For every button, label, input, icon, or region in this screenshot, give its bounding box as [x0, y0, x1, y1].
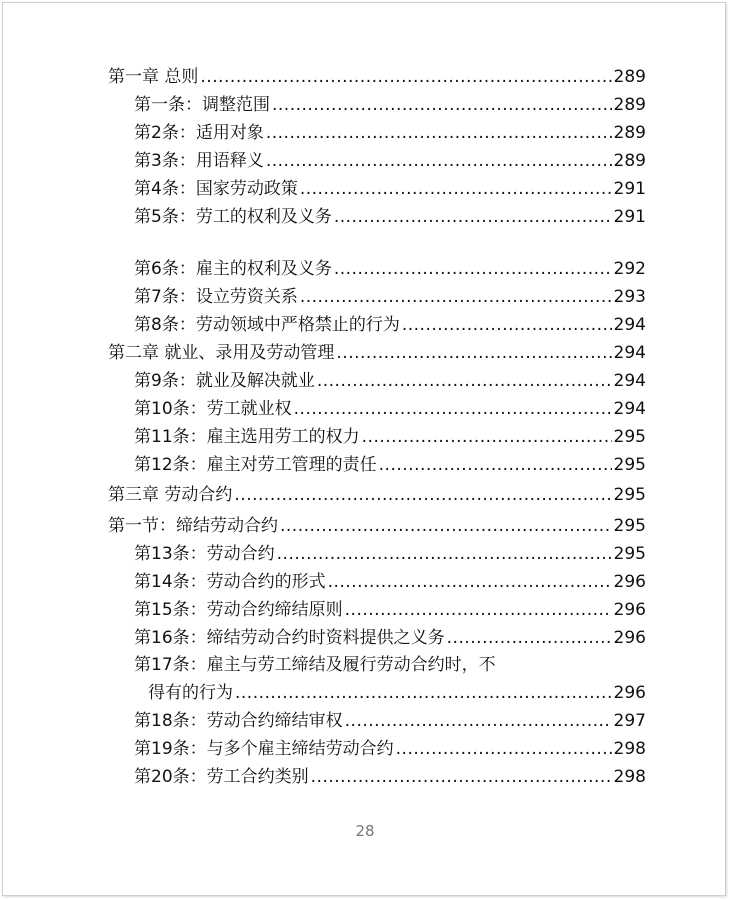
- toc-entry-label: 第2条：适用对象: [134, 123, 264, 143]
- dot-leader: [336, 339, 611, 367]
- toc-entry-label: 第17条：雇主与劳工缔结及履行劳动合约时，不: [134, 655, 496, 675]
- toc-entry-label: 第19条：与多个雇主缔结劳动合约: [134, 739, 394, 759]
- toc-entry-article-12[interactable]: [134, 451, 646, 479]
- toc-entry-label-continued: 得有的行为: [148, 683, 233, 703]
- toc-entry-chapter-3[interactable]: [108, 481, 646, 509]
- dot-leader: [345, 596, 612, 624]
- toc-entry-label: 第8条：劳动领域中严格禁止的行为: [134, 315, 400, 335]
- toc-entry-page: 294: [613, 371, 646, 391]
- toc-entry-page: 294: [613, 343, 646, 363]
- spacer: [108, 231, 646, 255]
- toc-entry-page: 295: [613, 455, 646, 475]
- toc-entry-page: 295: [613, 516, 646, 536]
- dot-leader: [272, 91, 612, 119]
- dot-leader: [200, 63, 611, 91]
- dot-leader: [447, 624, 612, 652]
- dot-leader: [294, 395, 612, 423]
- toc-entry-page: 297: [613, 711, 646, 731]
- toc-entry-article-20[interactable]: [134, 763, 646, 791]
- toc-entry-page: 293: [613, 287, 646, 307]
- dot-leader: [300, 175, 612, 203]
- toc-entry-page: 298: [613, 739, 646, 759]
- toc-entry-page: 289: [613, 67, 646, 87]
- toc-entry-page: 292: [613, 259, 646, 279]
- dot-leader: [234, 481, 611, 509]
- toc-entry-article-2[interactable]: [134, 119, 646, 147]
- toc-entry-article-16[interactable]: [134, 624, 646, 652]
- toc-entry-label: 第6条：雇主的权利及义务: [134, 259, 332, 279]
- toc-entry-page: 295: [613, 544, 646, 564]
- dot-leader: [328, 568, 612, 596]
- dot-leader: [300, 283, 612, 311]
- table-of-contents: [108, 63, 646, 791]
- toc-entry-label: 第15条：劳动合约缔结原则: [134, 600, 343, 620]
- toc-entry-label: 第一章 总则: [108, 67, 199, 87]
- toc-entry-label: 第11条：雇主选用劳工的权力: [134, 427, 360, 447]
- toc-entry-article-19[interactable]: [134, 735, 646, 763]
- toc-entry-article-3[interactable]: [134, 147, 646, 175]
- toc-entry-page: 296: [613, 628, 646, 648]
- toc-entry-label: 第7条：设立劳资关系: [134, 287, 298, 307]
- toc-entry-chapter-1[interactable]: [108, 63, 646, 91]
- page-number: 28: [355, 822, 375, 840]
- dot-leader: [266, 119, 612, 147]
- toc-entry-article-9[interactable]: [134, 367, 646, 395]
- toc-entry-label: 第5条：劳工的权利及义务: [134, 207, 332, 227]
- toc-entry-label: 第一节：缔结劳动合约: [108, 516, 278, 536]
- toc-entry-page: 291: [613, 207, 646, 227]
- toc-entry-article-17-line-1[interactable]: [134, 652, 646, 679]
- toc-entry-article-15[interactable]: [134, 596, 646, 624]
- toc-entry-page: 289: [613, 151, 646, 171]
- toc-entry-label: 第3条：用语释义: [134, 151, 264, 171]
- toc-entry-article-1[interactable]: [134, 91, 646, 119]
- toc-entry-article-6[interactable]: [134, 255, 646, 283]
- toc-entry-label: 第12条：雇主对劳工管理的责任: [134, 455, 377, 475]
- toc-entry-page: 296: [613, 572, 646, 592]
- dot-leader: [317, 367, 612, 395]
- toc-entry-chapter-2[interactable]: [108, 339, 646, 367]
- toc-entry-label: 第13条：劳动合约: [134, 544, 275, 564]
- toc-entry-section-1[interactable]: [108, 512, 646, 540]
- toc-entry-label: 第14条：劳动合约的形式: [134, 572, 326, 592]
- dot-leader: [402, 311, 612, 339]
- dot-leader: [396, 735, 612, 763]
- dot-leader: [379, 451, 612, 479]
- toc-entry-label: 第三章 劳动合约: [108, 485, 233, 505]
- dot-leader: [235, 679, 612, 707]
- toc-entry-article-8[interactable]: [134, 311, 646, 339]
- toc-entry-page: 296: [613, 683, 646, 703]
- toc-entry-label: 第16条：缔结劳动合约时资料提供之义务: [134, 628, 445, 648]
- toc-entry-page: 289: [613, 123, 646, 143]
- dot-leader: [334, 203, 612, 231]
- toc-entry-article-11[interactable]: [134, 423, 646, 451]
- toc-entry-label: 第二章 就业、录用及劳动管理: [108, 343, 335, 363]
- toc-entry-article-7[interactable]: [134, 283, 646, 311]
- toc-entry-article-4[interactable]: [134, 175, 646, 203]
- toc-entry-label: 第4条：国家劳动政策: [134, 179, 298, 199]
- toc-entry-page: 295: [613, 485, 646, 505]
- toc-entry-page: 298: [613, 767, 646, 787]
- dot-leader: [277, 540, 612, 568]
- toc-entry-label: 第10条：劳工就业权: [134, 399, 292, 419]
- toc-entry-page: 289: [613, 95, 646, 115]
- toc-entry-page: 294: [613, 315, 646, 335]
- dot-leader: [311, 763, 612, 791]
- toc-entry-page: 291: [613, 179, 646, 199]
- toc-entry-page: 295: [613, 427, 646, 447]
- dot-leader: [362, 423, 612, 451]
- toc-entry-article-17-line-2[interactable]: [148, 679, 646, 707]
- toc-entry-article-13[interactable]: [134, 540, 646, 568]
- toc-entry-page: 296: [613, 600, 646, 620]
- toc-entry-article-18[interactable]: [134, 707, 646, 735]
- dot-leader: [345, 707, 612, 735]
- dot-leader: [280, 512, 612, 540]
- toc-entry-article-5[interactable]: [134, 203, 646, 231]
- toc-entry-label: 第9条：就业及解决就业: [134, 371, 315, 391]
- toc-entry-label: 第一条：调整范围: [134, 95, 270, 115]
- toc-entry-article-10[interactable]: [134, 395, 646, 423]
- dot-leader: [266, 147, 612, 175]
- toc-entry-page: 294: [613, 399, 646, 419]
- toc-entry-label: 第20条：劳工合约类别: [134, 767, 309, 787]
- toc-entry-label: 第18条：劳动合约缔结审权: [134, 711, 343, 731]
- dot-leader: [334, 255, 612, 283]
- toc-entry-article-14[interactable]: [134, 568, 646, 596]
